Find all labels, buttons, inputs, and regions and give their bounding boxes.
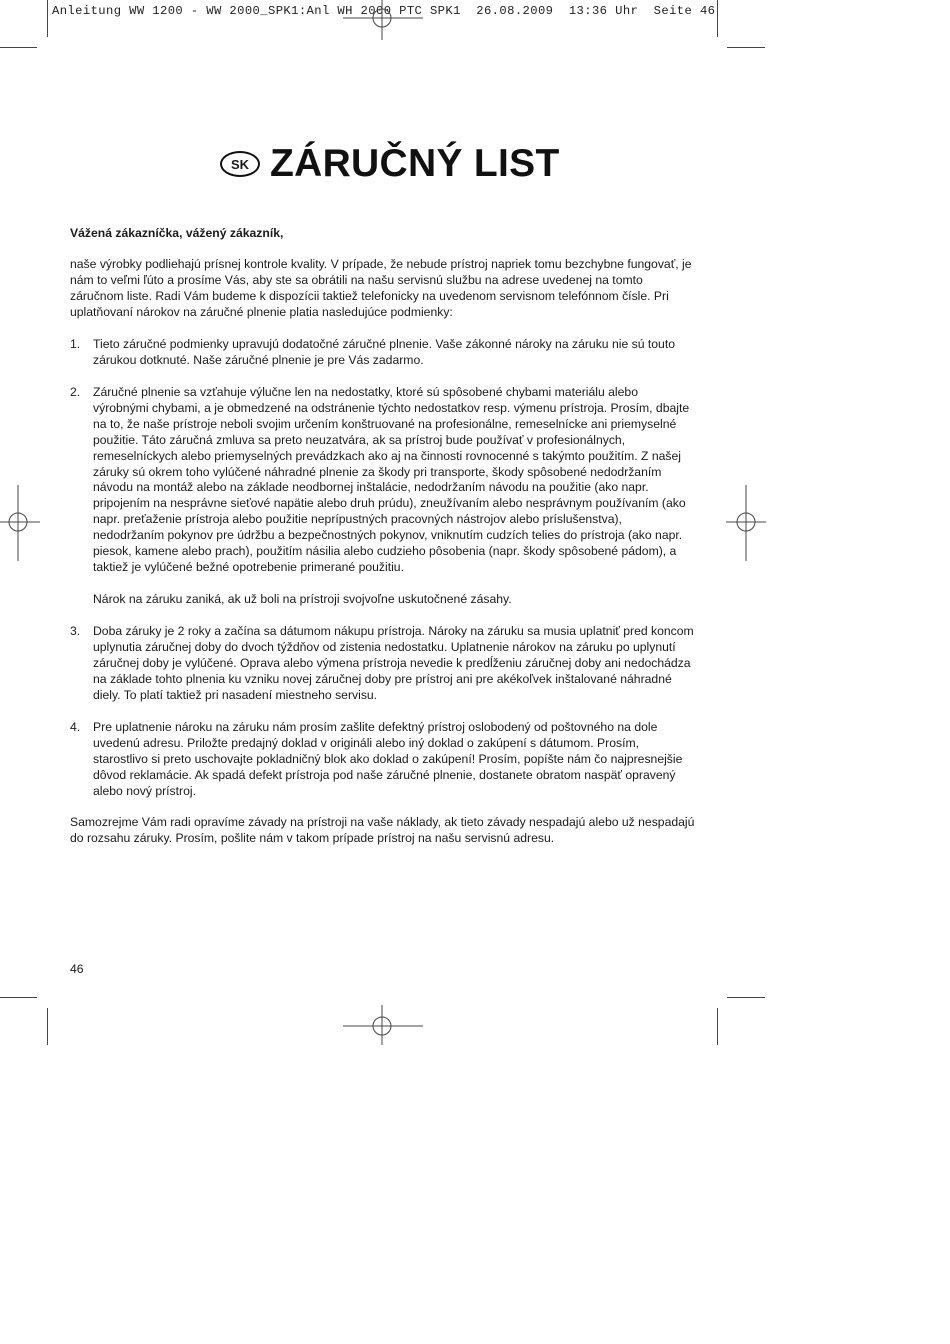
- registration-mark-top: [343, 0, 423, 40]
- page-title: [220, 142, 560, 186]
- list-item: [70, 337, 695, 369]
- print-slug: Anleitung WW 1200 - WW 2000_SPK1:Anl WH 2000 PTC SPK1 26.08.2009 13:36 Uhr Seite 46: [52, 4, 716, 18]
- crop-mark: [727, 997, 765, 998]
- item-number: 4.: [70, 720, 81, 734]
- item-number: 3.: [70, 624, 81, 638]
- intro-paragraph: naše výrobky podliehajú prísnej kontrole kvality. V prípade, že nebude prístroj napriek tomu bezchybne fungovať, je nám to veľmi ľúto a prosíme Vás, aby ste sa obrátili na našu servisnú službu na adrese uvedenej na tomto záručnom liste. Radi Vám budeme k dispozícii taktiež telefonicky na uvedenom servisnom telefónnom čísle. Pri uplatňovaní nárokov na záručné plnenie platia nasledujúce podmienky:: [70, 257, 692, 319]
- greeting: Vážená zákazníčka, vážený zákazník,: [70, 226, 284, 240]
- item-text: Doba záruky je 2 roky a začína sa dátumom nákupu prístroja. Nároky na záruku sa musia uplatniť pred koncom uplynutia záručnej doby do dvoch týždňov od zistenia nedostatku. Uplatnenie nárokov na záruku po uplynutí záručnej doby je vylúčené. Oprava alebo výmena prístroja nevedie k predĺženiu záručnej doby ani nedochádza na základe tohto plnenia ku vzniku novej záručnej doby pre prístroj ani pre akékoľvek inštalované náhradné diely. To platí taktiež pri nasadení miestneho servisu.: [93, 624, 694, 702]
- item-number: 2.: [70, 385, 81, 399]
- item-note: Nárok na záruku zaniká, ak už boli na prístroji svojvoľne uskutočnené zásahy.: [93, 592, 512, 606]
- list-item: [70, 720, 695, 800]
- crop-mark: [0, 997, 37, 998]
- crop-mark: [47, 1008, 48, 1045]
- crop-mark: [47, 0, 48, 37]
- page-number: 46: [70, 962, 84, 976]
- item-text: Záručné plnenie sa vzťahuje výlučne len na nedostatky, ktoré sú spôsobené chybami materiálu alebo výrobnými chybami, a je obmedzené na odstránenie týchto nedostatkov resp. výmenu prístroja. Prosím, dbajte na to, že naše prístroje neboli svojim určením konštruované na profesionálne, remeselnícke ani priemyselné použitie. Táto záručná zmluva sa preto neuzatvára, ak sa prístroj bude používať v profesionálnych, remeselníckych alebo priemyselných prevádzkach ako aj na činnosti rovnocenné s takýmto použitím. Z našej záruky sú okrem toho vylúčené náhradné plnenie za škody pri transporte, škody spôsobené nedodržaním návodu na montáž alebo na základe neodbornej inštalácie, nedodržaním návodu na použitie (ako napr. pripojením na nesprávne sieťové napätie alebo druh prúdu), zneužívaním alebo nesprávnym používaním (ako napr. preťaženie prístroja alebo použitie neprípustných pracovných nástrojov alebo príslušenstva), nedodržaním pokynov pre údržbu a bezpečnostných pokynov, vniknutím cudzích telies do prístroja (ako napr. piesok, kamene alebo prach), použitím násilia alebo cudzieho pôsobenia (napr. škody spôsobené pádom), a taktiež je vylúčené bežné opotrebenie primerané použitiu.: [93, 385, 690, 574]
- item-text: Pre uplatnenie nároku na záruku nám prosím zašlite defektný prístroj oslobodený od poštovného na dole uvedenú adresu. Priložte predajný doklad v origináli alebo iný doklad o zakúpení s dátumom. Prosím, starostlivo si preto uschovajte pokladničný blok ako doklad o zakúpení! Prosím, popíšte nám čo najpresnejšie dôvod reklamácie. Ak spadá defekt prístroja pod naše záručné plnenie, dostanete obratom naspäť opravený alebo nový prístroj.: [93, 720, 683, 798]
- title-text: ZÁRUČNÝ LIST: [270, 142, 560, 185]
- crop-mark: [727, 47, 765, 48]
- crop-mark: [0, 47, 37, 48]
- list-item-note: [70, 592, 695, 608]
- list-item: [70, 385, 695, 576]
- country-badge: SK: [220, 151, 260, 177]
- registration-mark-bottom: [343, 1005, 423, 1045]
- item-text: Tieto záručné podmienky upravujú dodatočné záručné plnenie. Vaše zákonné nároky na záruku nie sú touto zárukou dotknuté. Naše záručné plnenie je pre Vás zadarmo.: [93, 337, 675, 367]
- closing-paragraph: Samozrejme Vám radi opravíme závady na prístroji na vaše náklady, ak tieto závady nespadajú alebo už nespadajú do rozsahu záruky. Prosím, pošlite nám v takom prípade prístroj na našu servisnú adresu.: [70, 815, 695, 845]
- list-item: [70, 624, 695, 704]
- crop-mark: [717, 0, 718, 37]
- registration-mark-right: [726, 485, 766, 561]
- registration-mark-left: [0, 485, 40, 561]
- item-number: 1.: [70, 337, 81, 351]
- crop-mark: [717, 1008, 718, 1045]
